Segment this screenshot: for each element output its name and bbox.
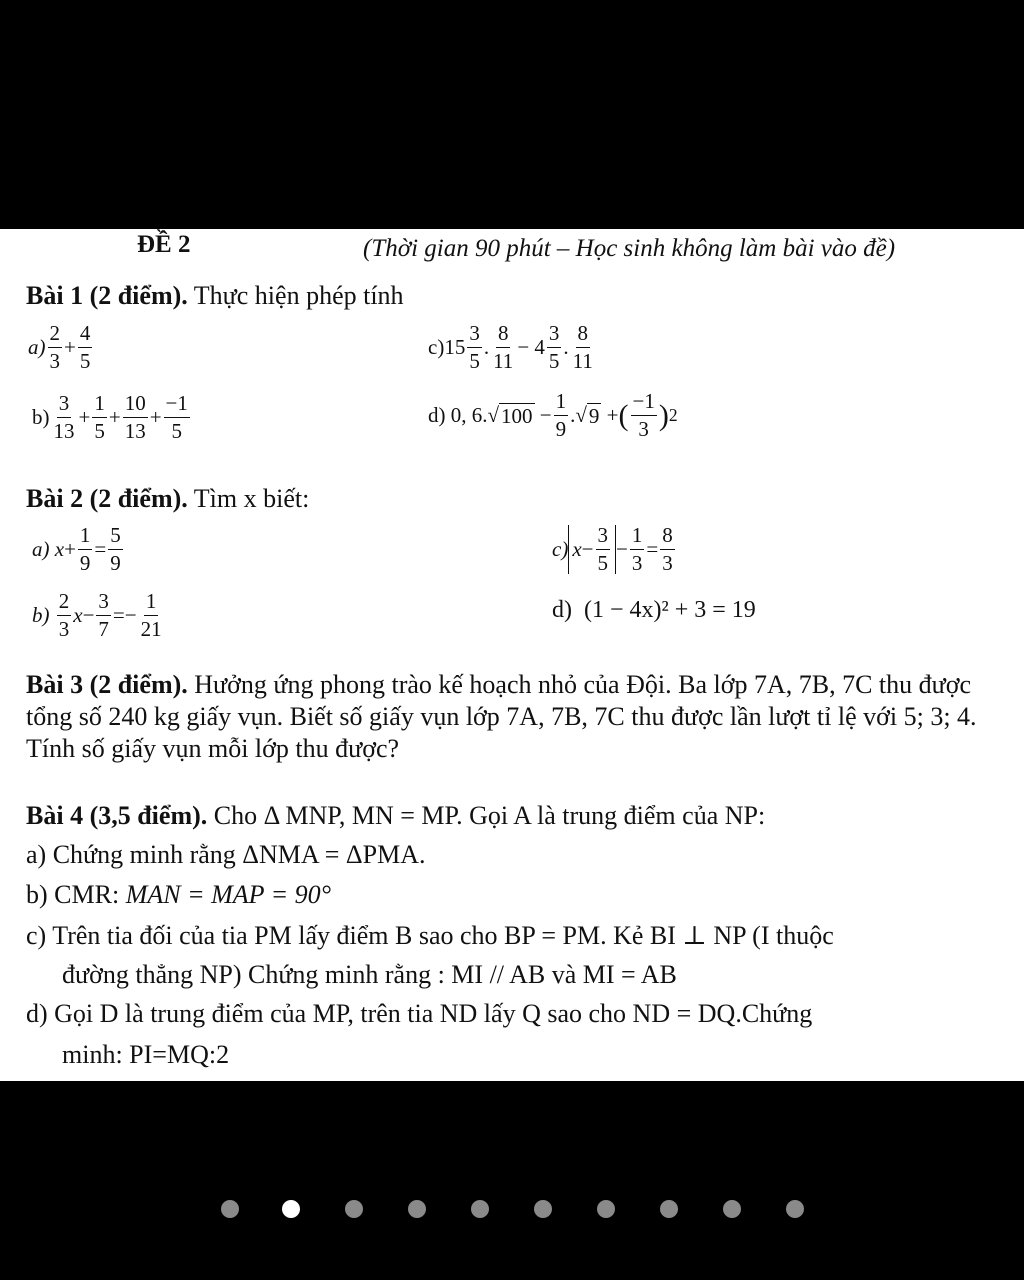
- bai4-b: [26, 880, 331, 910]
- page-indicator[interactable]: [0, 1200, 1024, 1220]
- page-dot-3[interactable]: [345, 1200, 363, 1218]
- bai1-heading: Bài 1 (2 điểm).: [26, 281, 188, 310]
- bai3-heading: Bài 3 (2 điểm).: [26, 670, 188, 699]
- bai1-a: a) $\frac{2}{3}$ + $\frac{4}{5}$: [28, 321, 91, 373]
- bai4-c-line1: c) Trên tia đối của tia PM lấy điểm B sao cho BP = PM. Kẻ BI ⊥ NP (I thuộc: [26, 921, 834, 950]
- bai4-heading: Bài 4 (3,5 điểm).: [26, 801, 208, 830]
- exam-subtitle: (Thời gian 90 phút – Học sinh không làm bài vào đề): [363, 235, 896, 262]
- bai2-a-label: a): [32, 537, 50, 561]
- bai2-text: Tìm x biết:: [187, 484, 310, 513]
- bai1-c-label: c): [428, 335, 445, 359]
- bai4-c-line2: đường thẳng NP) Chứng minh rằng : MI // AB và MI = AB: [62, 960, 677, 989]
- bai2-b-label: b): [32, 603, 50, 627]
- page-dot-1[interactable]: [221, 1200, 239, 1218]
- page-dot-9[interactable]: [723, 1200, 741, 1218]
- page-dot-5[interactable]: [471, 1200, 489, 1218]
- bai1-b: b) $\frac{3}{13}$ + $\frac{1}{5}$ + $\frac{10}{13}$ + $\frac{-1}{5}$: [32, 391, 188, 443]
- page-dot-6[interactable]: [534, 1200, 552, 1218]
- bai4-b-prefix: b) CMR:: [26, 880, 126, 909]
- bai1-a-label: a): [28, 335, 46, 359]
- page-dot-2[interactable]: [282, 1200, 300, 1218]
- bai2-d-expr: (1 − 4x)² + 3 = 19: [584, 597, 756, 623]
- page-dot-10[interactable]: [786, 1200, 804, 1218]
- bai1-heading-line: [26, 281, 404, 311]
- bai1-b-label: b): [32, 405, 50, 429]
- bai2-c: c) x − $\frac{3}{5}$ − $\frac{1}{3}$ = $\frac{8}{3}$: [552, 523, 673, 575]
- bai1-text: Thực hiện phép tính: [187, 281, 404, 310]
- page-dot-8[interactable]: [660, 1200, 678, 1218]
- bai4-heading-line: [26, 801, 765, 831]
- bai4-text: Cho Δ MNP, MN = MP. Gọi A là trung điểm của NP:: [207, 801, 766, 830]
- bai4-d-line1: d) Gọi D là trung điểm của MP, trên tia ND lấy Q sao cho ND = DQ.Chứng: [26, 999, 813, 1028]
- bai3-paragraph: [26, 669, 986, 765]
- bai2-b: b) $\frac{2}{3}$ x − $\frac{3}{7}$ =− $\frac{1}{21}$: [32, 589, 162, 641]
- bai3-text: Hưởng ứng phong trào kế hoạch nhỏ của Đội. Ba lớp 7A, 7B, 7C thu được tổng số 240 kg giấy vụn. Biết số giấy vụn lớp 7A, 7B, 7C thu được lần lượt tỉ lệ với 5; 3; 4. Tính số giấy vụn mỗi lớp thu được?: [26, 670, 977, 763]
- bai4-b-expr: MAN = MAP = 90°: [125, 880, 332, 909]
- document-page: [0, 229, 1024, 1081]
- bai4-a: a) Chứng minh rằng ΔNMA = ΔPMA.: [26, 840, 426, 869]
- bai2-heading: Bài 2 (2 điểm).: [26, 484, 188, 513]
- exam-title: ĐỀ 2: [137, 231, 191, 258]
- bai1-c: c) 15 $\frac{3}{5}$ . $\frac{8}{11}$ − 4 $\frac{3}{5}$ . $\frac{8}{11}$: [428, 321, 593, 373]
- page-dot-7[interactable]: [597, 1200, 615, 1218]
- bai2-a: a) x + $\frac{1}{9}$ = $\frac{5}{9}$: [32, 523, 121, 575]
- bai2-c-label: c): [552, 537, 569, 561]
- bai1-d-label: d): [428, 403, 446, 427]
- bai4-d-line2: minh: PI=MQ:2: [62, 1040, 230, 1069]
- page-dot-4[interactable]: [408, 1200, 426, 1218]
- bai2-d: [552, 597, 756, 624]
- bai2-heading-line: [26, 484, 309, 514]
- bai2-d-label: d): [552, 597, 572, 623]
- bai1-d: d) 0, 6.√ 100 − $\frac{1}{9}$ .√ 9 + ( $\frac{-1}{3}$ ) 2: [428, 389, 678, 441]
